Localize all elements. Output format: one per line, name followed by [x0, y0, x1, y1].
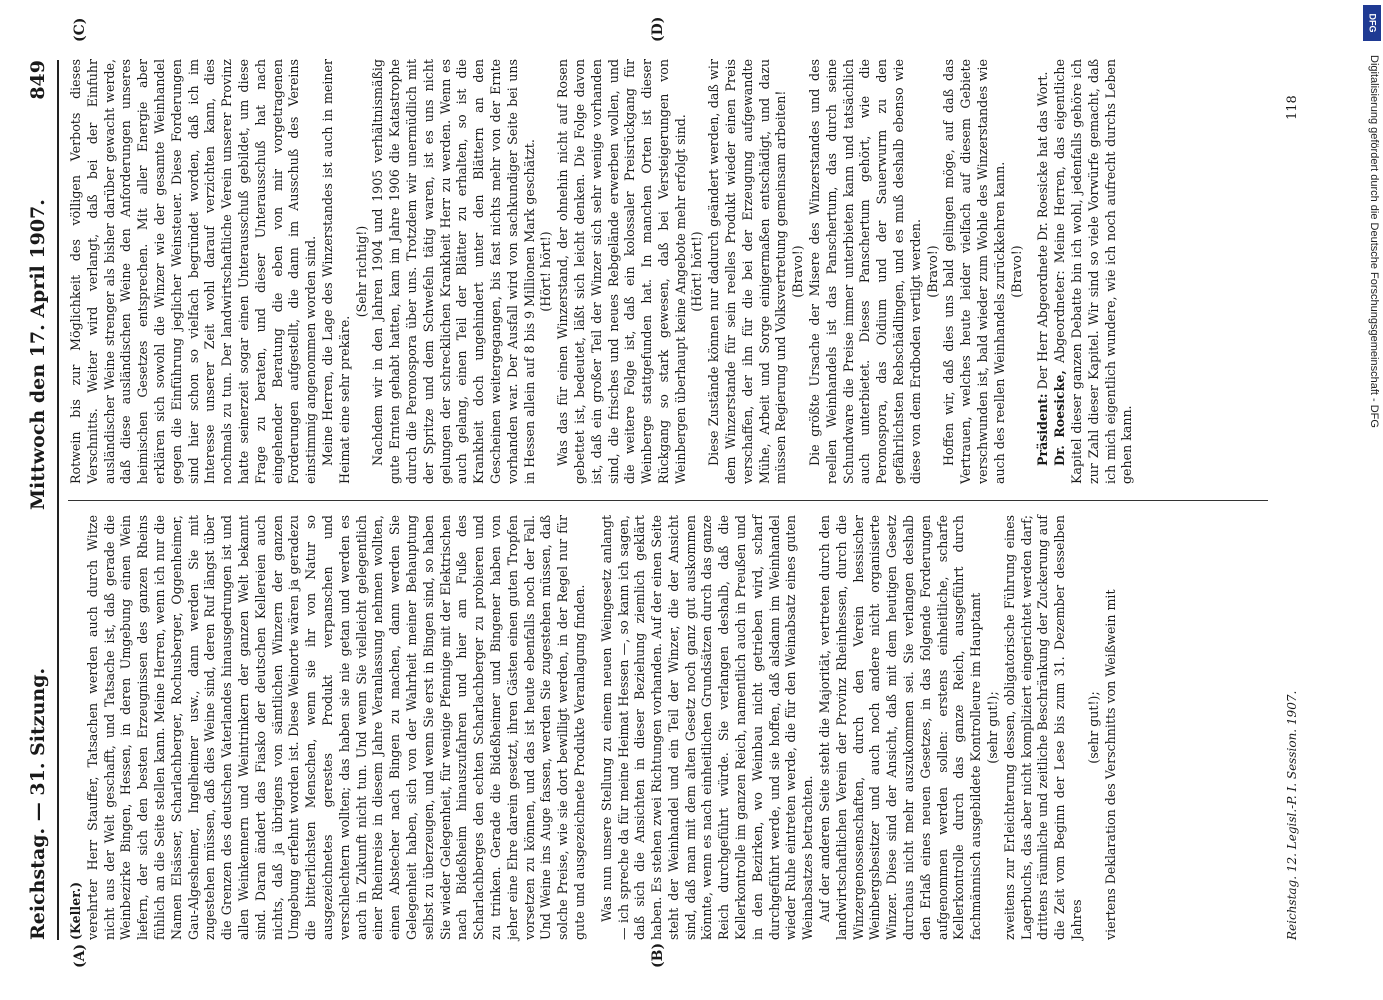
paragraph: Rotwein bis zur Möglichkeit des völligen Verbots dieses Verschnitts. Weiter wird verlangt, daß bei der Einfuhr ausländischer Weine strenger als bisher darüber gewacht werde, daß diese ausländischen Weine den Anforderungen unseres heimischen Gesetzes entsprechen. Mit aller Energie aber erklären sich sowohl die Winzer wie der gesamte Weinhandel gegen die Einführung jeglicher Weinsteuer. Diese Forderungen sind hier schon so vielfach begründet worden, daß ich im Interesse unserer Zeit wohl darauf verzichten kann, dies nochmals zu tun. Der landwirtschaftliche Verein unserer Provinz hatte seinerzeit sogar einen Unterausschuß gebildet, um diese Frage zu beraten, und dieser Unterausschuß hat nach eingehender Beratung die eben von mir vorgetragenen Forderungen aufgestellt, die dann im Ausschuß des Vereins einstimmig angenommen worden sind. [68, 59, 319, 484]
digitization-credit [1366, 5, 1380, 995]
page-header [25, 60, 59, 940]
speaker-label: Dr. Roesicke, [1052, 370, 1068, 466]
paragraph: Die größte Ursache der Misere des Winzerstandes und des reellen Weinhandels ist das Panschertum, das durch seine Schundware die Preise immer unterbieten kann und tatsächlich auch unterbietet. Dieses Panschertum gehört, wie die Peronospora, das Oidium und der Sauerwurm zu den gefährlichsten Rebschädlingen, und es muß deshalb ebenso wie diese von dem Erdboden vertilgt werden. [807, 59, 923, 484]
margin-marker-b: (B) [650, 942, 666, 968]
column-divider [68, 500, 1268, 501]
paragraph: Diese Zustände können nur dadurch geändert werden, daß wir dem Winzerstande für sein reelles Produkt wieder einen Preis verschaffen, der ihn für die bei der Erzeugung aufgewandte Mühe, Arbeit und Sorge einigermaßen entschädigt, und dazu müssen Regierung und Volksvertretung gemeinsam arbeiten! [706, 59, 789, 484]
paragraph: Der Herr Abgeordnete Dr. Roesicke hat das Wort. [1035, 71, 1051, 390]
interjection: (Hört! hört!) [689, 231, 705, 312]
interjection: (sehr gut!); [1085, 691, 1101, 764]
interjection: (Bravo!) [790, 245, 806, 298]
header-page-number: 849 [27, 60, 49, 100]
paragraph: verehrter Herr Stauffer, Tatsachen werden auch durch Witze nicht aus der Welt geschafft, und Tatsache ist, daß gerade die Weinbezirke Bingen, Hessen, in deren Umgebung einen Wein liefern, der sich den besten Erzeugnissen des ganzen Rheins fühlich an die Seite stellen kann. Meine Herren, wenn ich nur die Namen Elsässer, Scharlachberger, Rochusberger, Oggenheimer, Gau-Algesheimer, Ingelheimer usw., dann werden Sie mit zugestehen müssen, daß dies Weine sind, deren Ruf längst über die Grenzen des deutschen Vaterlandes hinausgedrungen ist und allen Weinkennern und Weintrinkern der ganzen Welt bekannt sind. Daran ändert das Fiasko der deutschen Kellereien auch nichts, daß ja übrigens von sämtlichen Winzern der ganzen Umgebung erfehnt worden ist. Diese Weinorte wären ja geradezu die bitterlichsten Menschen, wenn sie ihr von Natur so ausgezeichnetes gerestes Produkt verpanschen und verschlechtern wollten; das haben sie nie getan und werden es auch in Zukunft nicht tun. Und wenn Sie vielleicht gelegentlich einer Rheinreise in diesem Jahre Veranlassung nehmen wollten, einen Abstecher nach Bingen zu machen, dann werden Sie Gelegenheit haben, sich von der Wahrheit meiner Behauptung selbst zu überzeugen, und wenn Sie erst in Bingen sind, so haben Sie wieder Gelegenheit, für wenige Pfennige mit der Elektrischen nach Bideßheim hinauszufahren und hier am Fuße des Scharlachberges den echten Scharlachberger zu probieren und zu trinken. Gerade die Bideßheimer und Bingener haben von jeher eine Ehre darein gesetzt, ihren Gästen einen guten Tropfen vorsetzen zu können, und das ist heute ebenfalls noch der Fall. Und Weine ins Auge fassen, werden Sie zugestehen müssen, daß solche Preise, wie sie dort bewilligt werden, in der Regel nur für gute und ausgezeichnete Produkte Veranlagung finden. [84, 515, 587, 940]
interjection: (Bravo!) [1008, 245, 1024, 298]
header-left: Reichstag. — 31. Sitzung. [27, 667, 49, 940]
paragraph: Meine Herren, die Lage des Winzerstandes ist auch in meiner Heimat eine sehr prekäre. [319, 59, 352, 484]
dfg-logo-text: DFG [1367, 13, 1377, 33]
paragraph: Was das für einen Winzerstand, der ohnehin nicht auf Rosen gebettet ist, bedeutet, läßt sich leicht denken. Die Folge davon ist, daß ein großer Teil der Winzer sich sehr wenige vorhanden sind, die frisches und neues Rebgelände erwerben wollen, und die weitere Folge ist, daß ein kolossaler Preisrückgang für Weinberge stattgefunden hat. In manchen Orten ist dieser Rückgang so stark gewesen, daß bei Versteigerungen von Weinbergen überhaupt keine Angebote mehr erfolgt sind. [555, 59, 688, 484]
margin-marker-a: (A) [72, 943, 88, 968]
header-date: Mittwoch den 17. April 1907. [27, 199, 49, 510]
interjection: (Bravo!) [924, 245, 940, 298]
interjection: (Sehr richtig!) [353, 225, 369, 318]
left-column [68, 515, 1119, 940]
paragraph: Was nun unsere Stellung zu einem neuen Weingesetz anlangt — ich spreche da für meine Heimat Hessen —, so kann ich sagen, daß sich die Ansichten in dieser Beziehung ziemlich geklärt haben. Es stehen zwei Richtungen vorhanden. Auf der einen Seite steht der Weinhandel und ein Teil der Winzer, die der Ansicht sind, daß man mit dem alten Gesetz noch ganz gut auskommen könnte, wenn es nach einheitlichen Grundsätzen durch das ganze Reich durchgeführt würde. Sie verlangen deshalb, daß die Kellerkontrolle im ganzen Reich, namentlich auch in Preußen und in den Bezirken, wo Weinbau nicht getrieben wird, scharf durchgeführt werde, und sie hoffen, daß alsdann im Weinhandel wieder Ruhe eintreten werde, die für den Weinabsatz eines guten Weinabsatzes betrachten. [598, 515, 816, 940]
page-footer: Reichstag. 12. Legisl.-P. I. Session. 1907. [1285, 690, 1299, 940]
paragraph: Nachdem wir in den Jahren 1904 und 1905 verhältnismäßig gute Ernten gehabt hatten, kam im Jahre 1906 die Katastrophe durch die Peronospora über uns. Trotzdem wir unermüdlich mit der Spritze und dem Schwefeln tätig waren, ist es uns nicht gelungen der schrecklichen Krankheit Herr zu werden. Wenn es auch gelang, einen Teil der Blätter zu erhalten, so ist die Krankheit doch ungehindert unter den Blättern an den Gescheinen weitergegangen, bis fast nichts mehr von der Ernte vorhanden war. Der Ausfall wird von sachkundiger Seite bei uns in Hessen allein auf 8 bis 9 Millionen Mark geschätzt. [370, 59, 537, 484]
interjection: (sehr gut!); [985, 691, 1001, 764]
speaker-label: Präsident: [1035, 393, 1051, 466]
margin-marker-d: (D) [650, 16, 666, 42]
paragraph: Hoffen wir, daß dies uns bald gelingen möge, auf daß das Vertrauen, welches heute leider vielfach auf diesem Gebiete verschwunden ist, bald wieder zum Wohle des Winzerstandes wie auch des reellen Weinhandels zurückkehren kann. [941, 59, 1007, 484]
paragraph: zweitens zur Erleichterung dessen, obligatorische Führung eines Lagerbuchs, das aber nicht kompliziert eingerichtet werden darf; drittens räumliche und zeitliche Beschränkung der Zuckerung auf die Zeit vom Beginn der Lese bis zum 31. Dezember desselben Jahres [1001, 515, 1085, 940]
paragraph: Auf der anderen Seite steht die Majorität, vertreten durch den landwirtschaftlichen Verein der Provinz Rheinhessen, durch die Winzergenossenschaften, durch den Verein hessischer Weinbergsbesitzer und auch noch andere nicht organisierte Winzer. Diese sind der Ansicht, daß mit dem heutigen Gesetz durchaus nicht mehr auszukommen sei. Sie verlangen deshalb den Erlaß eines neuen Gesetzes, in das folgende Forderungen aufgenommen werden sollen: erstens einheitliche, scharfe Kellerkontrolle durch das ganze Reich, ausgeführt durch fachmännisch ausgebildete Kontrolleure im Hauptamt [817, 515, 984, 940]
right-column [68, 59, 1136, 484]
paragraph: Abgeordneter: Meine Herren, das eigentliche Kapitel dieser ganzen Debatte bin ich wohl, jedenfalls gehöre ich zur Zahl dieser Kapitel. Wir sind so viele Vorwürfe gemacht, daß ich mich eigentlich wundere, wie ich noch aufrecht durchs Leben gehen kann. [1052, 59, 1135, 484]
footer-page-number: 118 [1285, 95, 1300, 120]
paragraph: viertens Deklaration des Verschnitts von Weißwein mit [1102, 589, 1118, 940]
margin-marker-c: (C) [72, 17, 88, 42]
interjection: (Hört! hört!) [538, 231, 554, 312]
speaker-tag: (Keller.) [68, 881, 83, 940]
credit-text: Digitalisierung gefördert durch die Deutsche Forschungsgemeinschaft - DFG [1368, 55, 1380, 428]
